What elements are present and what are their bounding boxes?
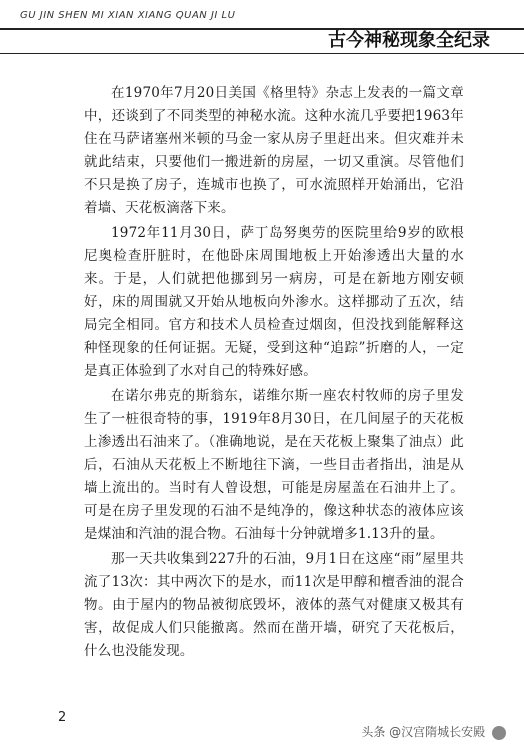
- running-header-title: 古今神秘现象全纪录: [322, 30, 496, 52]
- paragraph: 在诺尔弗克的斯翁东，诺维尔斯一座农村牧师的房子里发生了一桩很奇特的事，1919年8月30日，在几间屋子的天花板上渗透出石油来了。（准确地说，是在天花板上聚集了油点）此后，石油从天花板上不断地往下滴，一些目击者指出，油是从墙上流出的。当时有人曾设想，可能是房屋盖在石油井上了。可是在房子里发现的石油不是纯净的，像这种状态的液体应该是煤油和汽油的混合物。石油每十分钟就增多1.13升的量。: [84, 388, 464, 542]
- paragraph: 1972年11月30日，萨丁岛努奥劳的医院里给9岁的欧根尼奥检查肝脏时，在他卧床周围地板上开始渗透出大量的水来。于是，人们就把他挪到另一病房，可是在新地方刚安顿好，床的周围就又开始从地板向外渗水。这样挪动了五次，结局完全相同。官方和技术人员检查过烟囱，但没找到能解释这种怪现象的任何证据。无疑，受到这种“追踪”折磨的人，一定是真正体验到了水对自己的特殊好感。: [84, 225, 464, 379]
- paragraph: 那一天共收集到227升的石油，9月1日在这座“雨”屋里共流了13次：其中两次下的是水，而11次是甲醇和檀香油的混合物。由于屋内的物品被彻底毁坏，液体的蒸气对健康又极其有害，故促成人们只能撤离。然而在凿开墙，研究了天花板后，什么也没能发现。: [84, 551, 464, 659]
- watermark-logo-icon: [492, 726, 506, 740]
- article-body: [84, 82, 464, 665]
- page-number: 2: [58, 710, 67, 725]
- source-watermark: [357, 722, 510, 741]
- paragraph: 在1970年7月20日美国《格里特》杂志上发表的一篇文章中，还谈到了不同类型的神秘水流。这种水流几乎要把1963年住在马萨诸塞州米顿的马金一家从房子里赶出来。但灾难并未就此结束，只要他们一搬进新的房屋，一切又重演。尽管他们不只是换了房子，连城市也换了，可水流照样开始涌出，它沿着墙、天花板滴落下来。: [84, 85, 464, 216]
- watermark-text: 头条 @汉宫隋城长安殿: [361, 725, 486, 739]
- running-header-pinyin: GU JIN SHEN MI XIAN XIANG QUAN JI LU: [20, 10, 236, 21]
